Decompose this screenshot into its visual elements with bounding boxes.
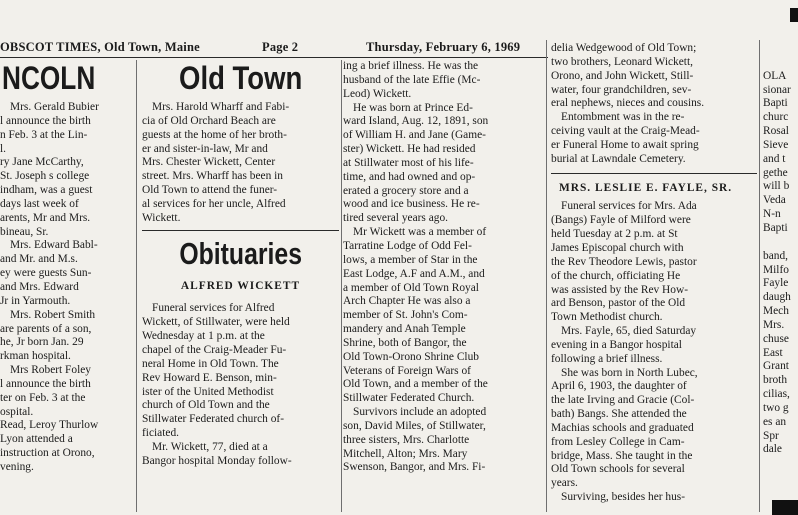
text-line: Old Town, and a member of the [343, 378, 488, 391]
lincoln-text [0, 101, 134, 475]
text-line: Mr Wickett was a member of [353, 226, 487, 239]
text-line: three sisters, Mrs. Charlotte [343, 433, 470, 446]
masthead-rule [0, 57, 548, 58]
text-line: Mrs. Chester Wickett, Center [142, 156, 276, 169]
column-divider [341, 60, 342, 512]
text-line: Mrs. Fayle, 65, died Saturday [561, 325, 697, 338]
text-line [763, 42, 798, 56]
text-line: tired several years ago. [343, 212, 448, 225]
text-line: Mrs. Robert Smith [10, 308, 96, 321]
text-line: Mrs Robert Foley [10, 364, 91, 377]
text-line: Jr in Yarmouth. [0, 294, 71, 307]
text-line: water, four grandchildren, sev- [551, 83, 692, 96]
masthead-date: Thursday, February 6, 1969 [366, 40, 521, 54]
text-line: Rev Howard E. Benson, min- [142, 371, 277, 384]
text-line: al services for her uncle, Alfred [142, 197, 286, 210]
text-line: bridge, Mass. She taught in the [551, 449, 693, 462]
obituary-name-leslie-fayle: MRS. LESLIE E. FAYLE, SR. [559, 181, 733, 194]
text-line: ister of the United Methodist [142, 385, 274, 398]
obituary-name-alfred-wickett: ALFRED WICKETT [180, 279, 301, 292]
alfred-wickett-obituary-continued [343, 60, 543, 475]
text-line: Stillwater Federated Church. [343, 392, 475, 405]
text-line: indham, was a guest [0, 184, 93, 197]
text-line: Fayle [763, 277, 789, 290]
text-line: wood and ice business. He re- [343, 198, 480, 211]
text-line: erated a grocery store and a [343, 184, 469, 197]
text-line: Mrs. Edward Babl- [10, 239, 98, 252]
text-line: vening. [0, 460, 34, 473]
text-line: Wednesday at 1 p.m. at the [142, 330, 265, 343]
text-line: the Rev Theodore Lewis, pastor [551, 255, 697, 268]
text-line: Grant [763, 360, 789, 373]
text-line: n Feb. 3 at the Lin- [0, 128, 88, 141]
text-line: Arch Chapter He was also a [343, 295, 471, 308]
text-line: Lyon attended a [0, 433, 73, 446]
text-line: ey were guests Sun- [0, 267, 92, 280]
text-line: rkman hospital. [0, 350, 71, 363]
text-line [763, 236, 798, 250]
column-fayle [551, 42, 757, 505]
ada-fayle-obituary-text [551, 200, 757, 505]
text-line: time, and had owned and op- [343, 170, 476, 183]
text-line: ing a brief illness. He was the [343, 60, 479, 72]
text-line: Old Town schools for several [551, 463, 685, 476]
text-line: Shrine, both of Bangor, the [343, 336, 467, 349]
text-line: arents, Mr and Mrs. [0, 211, 91, 224]
column-lincoln [0, 60, 134, 475]
text-line: She was born in North Lubec, [561, 366, 698, 379]
text-line: Swenson, Bangor, and Mrs. Fi- [343, 461, 486, 474]
text-line: was assisted by the Rev How- [551, 283, 688, 296]
text-line: N-n [763, 208, 781, 221]
text-line: broth [763, 374, 788, 387]
text-line: Entombment was in the re- [561, 111, 685, 124]
text-line: OLA [763, 69, 787, 82]
text-line: lows, a member of Star in the [343, 253, 478, 266]
section-rule [142, 230, 339, 231]
text-line: husband of the late Effie (Mc- [343, 73, 481, 86]
text-line: bath) Bangs. She attended the [551, 408, 687, 421]
text-line: James Episcopal church with [551, 241, 684, 254]
text-line: cilias, [763, 388, 790, 401]
text-line: ter on Feb. 3 at the [0, 391, 86, 404]
text-line: the late Irving and Gracie (Col- [551, 394, 695, 407]
masthead-page-number: Page 2 [262, 40, 299, 54]
text-line: daugh [763, 291, 791, 304]
text-line: Mrs. Gerald Bubier [10, 101, 99, 113]
text-line: Mrs. Harold Wharff and Fabi- [152, 101, 290, 113]
text-line: instruction at Orono, [0, 447, 95, 460]
section-heading-obituaries: Obituaries [179, 235, 302, 271]
text-line: l announce the birth [0, 377, 91, 390]
text-line: Mrs. [763, 318, 785, 331]
text-line: St. Joseph s college [0, 170, 90, 183]
text-line: churc [763, 111, 789, 124]
text-line: ward Island, Aug. 12, 1891, son [343, 115, 489, 128]
text-line: delia Wedgewood of Old Town; [551, 42, 697, 54]
column-right-edge [763, 42, 798, 457]
text-line: Sieve [763, 138, 789, 151]
text-line: are parents of a son, [0, 322, 92, 335]
masthead-paper-name: OBSCOT TIMES, Old Town, Maine [0, 40, 200, 54]
text-line: l. [0, 142, 7, 155]
text-line: he, Jr born Jan. 29 [0, 336, 84, 349]
text-line: years. [551, 477, 578, 490]
text-line: neral Home in Old Town. The [142, 357, 279, 370]
text-line: ry Jane McCarthy, [0, 156, 84, 169]
text-line: member of St. John's Com- [343, 309, 468, 322]
text-line: gethe [763, 166, 788, 179]
column-divider [759, 40, 760, 512]
text-line: cia of Old Orchard Beach are [142, 114, 276, 127]
text-line: and Mrs. Edward [0, 280, 79, 293]
old-town-social-note [142, 101, 339, 226]
text-line: held Tuesday at 2 p.m. at St [551, 228, 678, 241]
scan-artifact [790, 8, 798, 22]
text-line: Milfo [763, 263, 789, 276]
text-line: at Stillwater most of his life- [343, 156, 474, 169]
text-line: es an [763, 415, 787, 428]
text-line: Bangor hospital Monday follow- [142, 454, 292, 467]
text-line: ospital. [0, 405, 34, 418]
text-line: eral nephews, nieces and cousins. [551, 97, 705, 110]
text-line: two g [763, 401, 789, 414]
text-line: He was born at Prince Ed- [353, 101, 473, 114]
text-line: band, [763, 249, 788, 262]
text-line: Leod) Wickett. [343, 87, 412, 100]
text-line: Funeral services for Alfred [152, 302, 275, 315]
section-heading-old-town: Old Town [178, 60, 303, 96]
text-line: l announce the birth [0, 114, 91, 127]
text-line: Wickett, of Stillwater, were held [142, 316, 290, 329]
text-line: Machias schools and graduated [551, 421, 694, 434]
text-line: er Funeral Home to await spring [551, 138, 699, 151]
text-line: evening in a Bangor hospital [551, 338, 682, 351]
text-line: Spr [763, 429, 779, 442]
text-line: Surviving, besides her hus- [561, 491, 686, 504]
text-line: Mitchell, Alton; Mrs. Mary [343, 447, 468, 460]
edge-text-fragments [763, 42, 798, 457]
text-line: sionar [763, 83, 791, 96]
text-line: Town Methodist church. [551, 311, 663, 324]
text-line: Veterans of Foreign Wars of [343, 364, 471, 377]
text-line: ard Benson, pastor of the Old [551, 297, 686, 310]
scan-artifact [772, 500, 798, 515]
text-line: burial at Lawndale Cemetery. [551, 152, 686, 165]
text-line: East [763, 346, 783, 359]
text-line: Stillwater Federated church of- [142, 413, 285, 426]
text-line: a member of Old Town Royal [343, 281, 479, 294]
text-line: Orono, and John Wickett, Still- [551, 69, 694, 82]
text-line: Survivors include an adopted [353, 406, 487, 419]
text-line: Veda [763, 194, 786, 207]
text-line: East Lodge, A.F and A.M., and [343, 267, 485, 280]
text-line: Old Town to attend the funer- [142, 184, 278, 197]
text-line: dale [763, 443, 782, 456]
text-line: bineau, Sr. [0, 225, 49, 238]
text-line: church of Old Town and the [142, 399, 270, 412]
text-line: ceiving vault at the Craig-Mead- [551, 125, 700, 138]
text-line: Mech [763, 305, 789, 318]
text-line: Read, Leroy Thurlow [0, 419, 99, 432]
column-divider [546, 40, 547, 512]
column-divider [136, 60, 137, 512]
text-line: of William H. and Jane (Game- [343, 129, 486, 142]
text-line: Old Town-Orono Shrine Club [343, 350, 479, 363]
column-old-town [142, 60, 339, 469]
text-line: two brothers, Leonard Wickett, [551, 55, 693, 68]
section-heading-lincoln: NCOLN [2, 60, 96, 96]
text-line: street. Mrs. Wharff has been in [142, 170, 283, 183]
text-line: Rosal [763, 125, 789, 138]
masthead [0, 38, 548, 56]
text-line: er and sister-in-law, Mr and [142, 142, 268, 155]
text-line: April 6, 1903, the daughter of [551, 380, 687, 393]
text-line: ficiated. [142, 427, 179, 440]
text-line: following a brief illness. [551, 352, 663, 365]
text-line: will b [763, 180, 790, 193]
text-line: chuse [763, 332, 789, 345]
text-line: Wickett. [142, 211, 181, 224]
text-line: mandery and Anah Temple [343, 323, 466, 336]
text-line: and Mr. and M.s. [0, 253, 78, 266]
text-line: ster) Wickett. He had resided [343, 143, 476, 156]
text-line: son, David Miles, of Stillwater, [343, 419, 486, 432]
text-line: (Bangs) Fayle of Milford were [551, 214, 691, 227]
alfred-wickett-obituary-text [142, 302, 339, 468]
column-wickett-continued [343, 60, 543, 475]
text-line: Tarratine Lodge of Odd Fel- [343, 239, 472, 252]
text-line: chapel of the Craig-Meader Fu- [142, 343, 287, 356]
text-line [763, 56, 798, 70]
obituary-separator [551, 173, 757, 174]
text-line: guests at the home of her broth- [142, 128, 287, 141]
text-line: Bapti [763, 221, 788, 234]
wickett-survivors-text [551, 42, 757, 167]
text-line: of the church, officiating He [551, 269, 681, 282]
text-line: Bapti [763, 97, 788, 110]
text-line: days last week of [0, 197, 79, 210]
text-line: Mr. Wickett, 77, died at a [152, 440, 268, 453]
text-line: and t [763, 152, 786, 165]
text-line: from Lesley College in Cam- [551, 435, 685, 448]
text-line: Funeral services for Mrs. Ada [561, 200, 697, 213]
